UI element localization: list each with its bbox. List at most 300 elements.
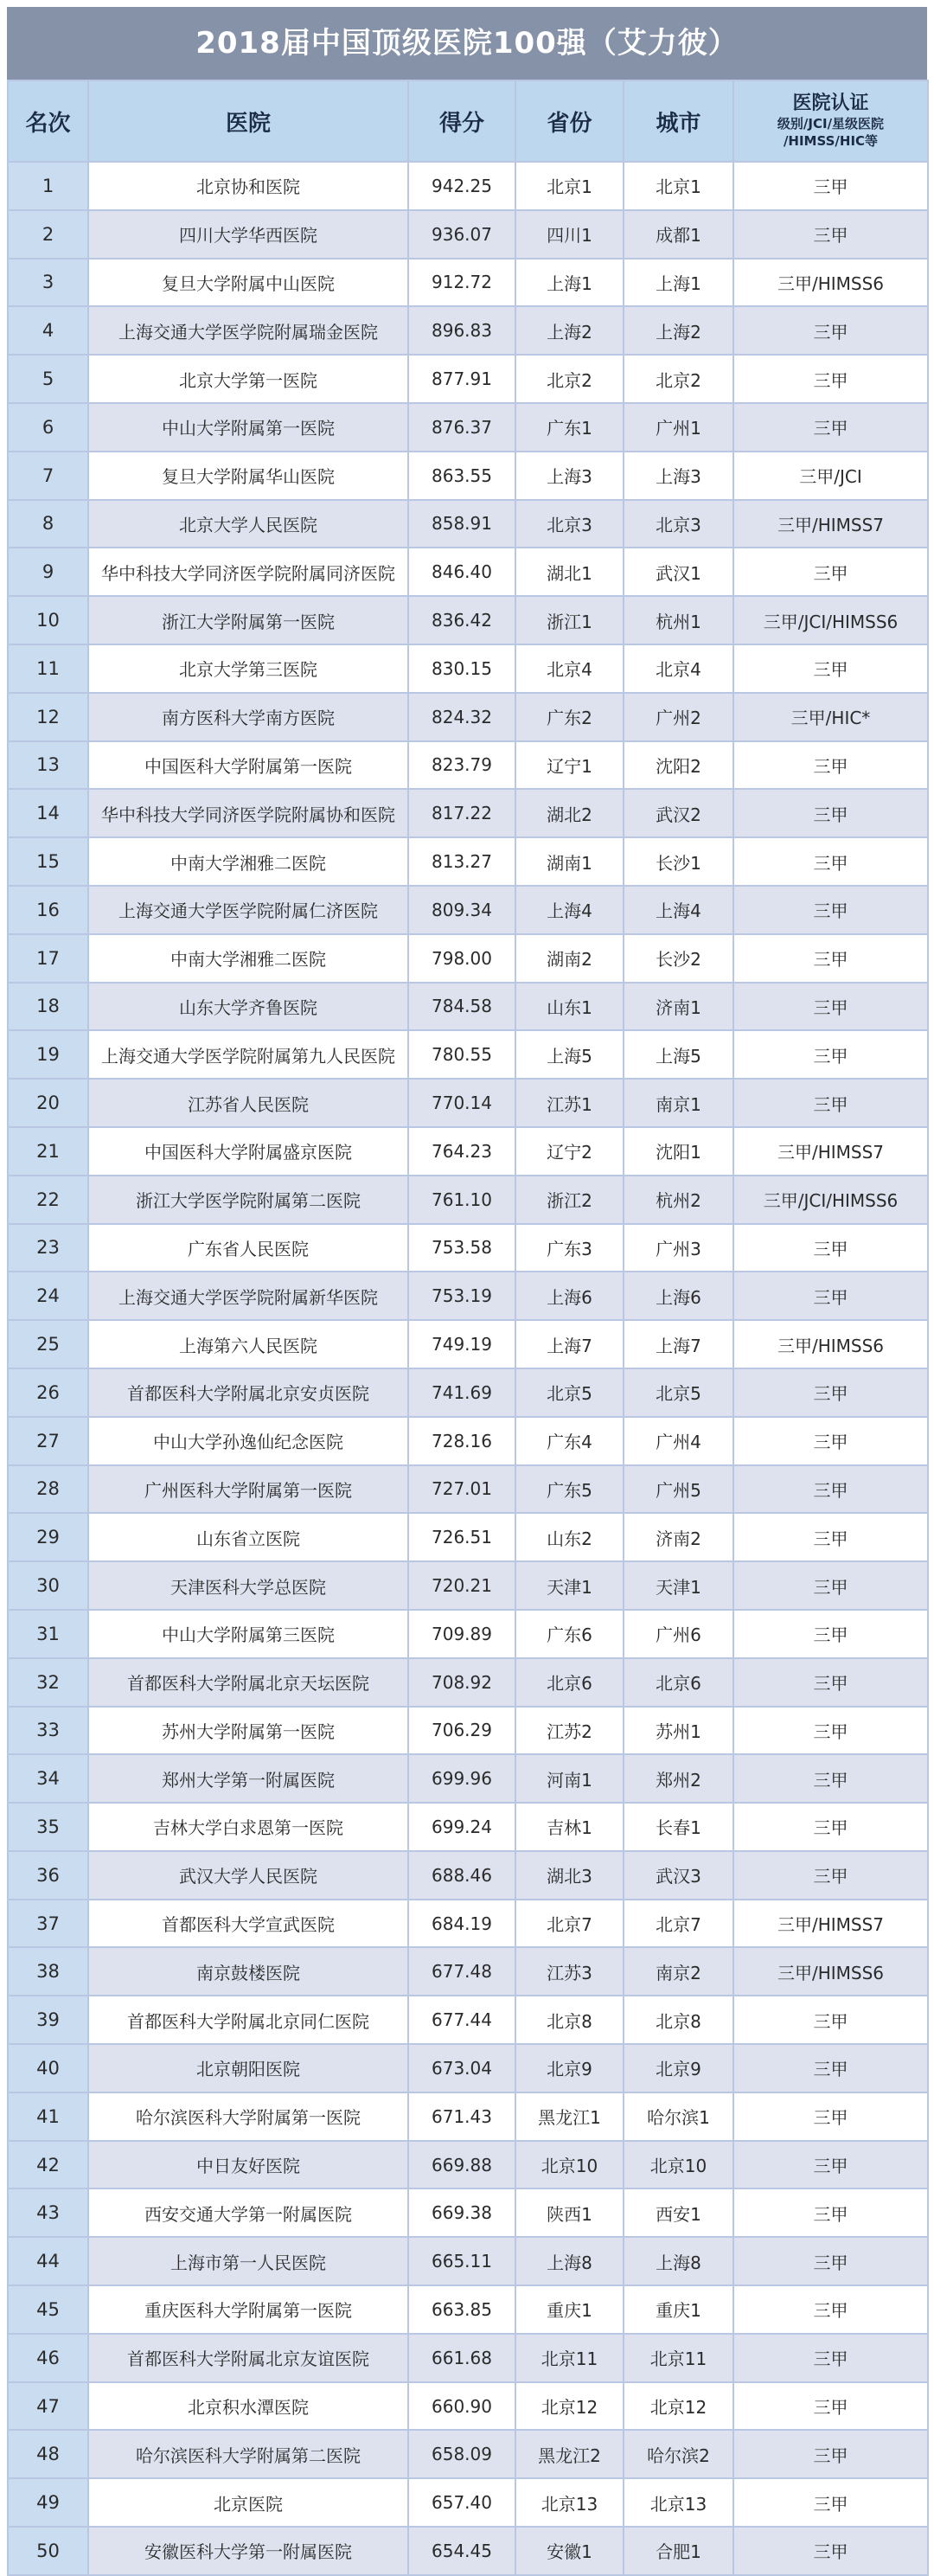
cell-score: 780.55 xyxy=(408,1030,515,1079)
cell-rank: 22 xyxy=(8,1176,88,1224)
cell-certification: 三甲 xyxy=(733,2382,928,2431)
cell-hospital: 首都医科大学宣武医院 xyxy=(88,1900,408,1948)
cell-rank: 19 xyxy=(8,1030,88,1079)
cell-city: 苏州1 xyxy=(624,1707,733,1755)
cell-rank: 31 xyxy=(8,1610,88,1658)
cell-city: 上海6 xyxy=(624,1272,733,1320)
header-city: 城市 xyxy=(624,80,733,162)
cell-rank: 16 xyxy=(8,886,88,934)
cell-hospital: 北京大学第三医院 xyxy=(88,644,408,693)
table-row xyxy=(8,1900,928,1948)
cell-province: 北京11 xyxy=(515,2334,624,2382)
cell-score: 669.88 xyxy=(408,2141,515,2189)
cell-hospital: 北京大学人民医院 xyxy=(88,500,408,548)
cell-certification: 三甲 xyxy=(733,1803,928,1851)
cell-score: 663.85 xyxy=(408,2285,515,2334)
cell-city: 济南2 xyxy=(624,1513,733,1561)
cell-rank: 47 xyxy=(8,2382,88,2431)
cell-certification: 三甲 xyxy=(733,1079,928,1127)
cell-rank: 13 xyxy=(8,741,88,790)
cell-certification: 三甲/HIMSS7 xyxy=(733,1127,928,1176)
cell-rank: 43 xyxy=(8,2188,88,2237)
cell-province: 北京9 xyxy=(515,2044,624,2092)
cell-score: 764.23 xyxy=(408,1127,515,1176)
cell-certification: 三甲 xyxy=(733,741,928,790)
cell-city: 北京6 xyxy=(624,1658,733,1707)
cell-rank: 25 xyxy=(8,1320,88,1368)
table-row xyxy=(8,1947,928,1996)
cell-city: 郑州2 xyxy=(624,1754,733,1803)
cell-rank: 8 xyxy=(8,500,88,548)
cell-score: 846.40 xyxy=(408,548,515,596)
cell-province: 湖南1 xyxy=(515,837,624,886)
cell-province: 上海2 xyxy=(515,306,624,355)
cell-hospital: 上海交通大学医学院附属第九人民医院 xyxy=(88,1030,408,1079)
cell-certification: 三甲 xyxy=(733,2478,928,2527)
cell-certification: 三甲 xyxy=(733,1561,928,1610)
cell-score: 661.68 xyxy=(408,2334,515,2382)
cell-certification: 三甲 xyxy=(733,644,928,693)
cell-score: 677.44 xyxy=(408,1996,515,2044)
cell-hospital: 上海交通大学医学院附属仁济医院 xyxy=(88,886,408,934)
cell-rank: 12 xyxy=(8,693,88,741)
cell-rank: 29 xyxy=(8,1513,88,1561)
cell-score: 654.45 xyxy=(408,2527,515,2575)
cell-certification: 三甲 xyxy=(733,403,928,452)
cell-certification: 三甲 xyxy=(733,1272,928,1320)
cell-hospital: 中国医科大学附属盛京医院 xyxy=(88,1127,408,1176)
table-row xyxy=(8,548,928,596)
cell-certification: 三甲 xyxy=(733,789,928,837)
table-row xyxy=(8,886,928,934)
cell-rank: 35 xyxy=(8,1803,88,1851)
cell-city: 武汉1 xyxy=(624,548,733,596)
table-row xyxy=(8,452,928,500)
cell-certification: 三甲 xyxy=(733,983,928,1031)
cell-score: 727.01 xyxy=(408,1465,515,1514)
table-row xyxy=(8,2382,928,2431)
cell-province: 北京13 xyxy=(515,2478,624,2527)
cell-province: 北京7 xyxy=(515,1900,624,1948)
cell-score: 761.10 xyxy=(408,1176,515,1224)
cell-city: 北京11 xyxy=(624,2334,733,2382)
header-hospital: 医院 xyxy=(88,80,408,162)
cell-city: 杭州2 xyxy=(624,1176,733,1224)
cell-hospital: 江苏省人民医院 xyxy=(88,1079,408,1127)
cell-certification: 三甲 xyxy=(733,1224,928,1272)
cell-hospital: 华中科技大学同济医学院附属协和医院 xyxy=(88,789,408,837)
cell-score: 876.37 xyxy=(408,403,515,452)
table-row xyxy=(8,1079,928,1127)
cell-province: 北京8 xyxy=(515,1996,624,2044)
table-row xyxy=(8,644,928,693)
cell-score: 708.92 xyxy=(408,1658,515,1707)
cell-city: 南京2 xyxy=(624,1947,733,1996)
cell-rank: 40 xyxy=(8,2044,88,2092)
cell-province: 辽宁2 xyxy=(515,1127,624,1176)
cell-province: 广东5 xyxy=(515,1465,624,1514)
cell-hospital: 浙江大学医学院附属第二医院 xyxy=(88,1176,408,1224)
cell-certification: 三甲 xyxy=(733,1513,928,1561)
cell-province: 广东6 xyxy=(515,1610,624,1658)
cell-hospital: 上海交通大学医学院附属瑞金医院 xyxy=(88,306,408,355)
cell-province: 浙江2 xyxy=(515,1176,624,1224)
cell-hospital: 天津医科大学总医院 xyxy=(88,1561,408,1610)
cell-certification: 三甲 xyxy=(733,2188,928,2237)
cell-city: 济南1 xyxy=(624,983,733,1031)
cell-city: 重庆1 xyxy=(624,2285,733,2334)
cell-hospital: 广州医科大学附属第一医院 xyxy=(88,1465,408,1514)
cell-province: 广东2 xyxy=(515,693,624,741)
cell-city: 广州3 xyxy=(624,1224,733,1272)
cell-province: 浙江1 xyxy=(515,596,624,644)
cell-rank: 32 xyxy=(8,1658,88,1707)
cell-score: 720.21 xyxy=(408,1561,515,1610)
cell-score: 753.19 xyxy=(408,1272,515,1320)
table-row xyxy=(8,210,928,259)
cell-certification: 三甲/HIMSS6 xyxy=(733,259,928,307)
cell-certification: 三甲 xyxy=(733,2044,928,2092)
cell-city: 哈尔滨1 xyxy=(624,2092,733,2141)
table-row xyxy=(8,2285,928,2334)
cell-score: 912.72 xyxy=(408,259,515,307)
header-province: 省份 xyxy=(515,80,624,162)
cell-province: 北京10 xyxy=(515,2141,624,2189)
cell-province: 重庆1 xyxy=(515,2285,624,2334)
cell-hospital: 中山大学附属第三医院 xyxy=(88,1610,408,1658)
cell-certification: 三甲/HIMSS6 xyxy=(733,1947,928,1996)
cell-certification: 三甲 xyxy=(733,1754,928,1803)
cell-city: 广州5 xyxy=(624,1465,733,1514)
cell-certification: 三甲 xyxy=(733,1658,928,1707)
cell-rank: 1 xyxy=(8,162,88,210)
cell-province: 北京3 xyxy=(515,500,624,548)
cell-hospital: 北京协和医院 xyxy=(88,162,408,210)
cell-hospital: 山东省立医院 xyxy=(88,1513,408,1561)
cell-hospital: 北京大学第一医院 xyxy=(88,355,408,403)
cell-hospital: 北京积水潭医院 xyxy=(88,2382,408,2431)
cell-score: 877.91 xyxy=(408,355,515,403)
cell-province: 辽宁1 xyxy=(515,741,624,790)
cell-certification: 三甲/JCI/HIMSS6 xyxy=(733,1176,928,1224)
table-row xyxy=(8,1368,928,1417)
cell-hospital: 首都医科大学附属北京同仁医院 xyxy=(88,1996,408,2044)
cell-city: 长沙2 xyxy=(624,934,733,983)
cell-score: 741.69 xyxy=(408,1368,515,1417)
cell-province: 上海1 xyxy=(515,259,624,307)
cell-city: 广州4 xyxy=(624,1417,733,1465)
cell-rank: 28 xyxy=(8,1465,88,1514)
cell-hospital: 南京鼓楼医院 xyxy=(88,1947,408,1996)
header-cert-subtitle-2: /HIMSS/HIC等 xyxy=(783,133,879,149)
cell-certification: 三甲/JCI xyxy=(733,452,928,500)
cell-hospital: 广东省人民医院 xyxy=(88,1224,408,1272)
cell-hospital: 中山大学孙逸仙纪念医院 xyxy=(88,1417,408,1465)
cell-province: 上海4 xyxy=(515,886,624,934)
header-certification xyxy=(733,80,928,162)
cell-score: 688.46 xyxy=(408,1851,515,1900)
cell-score: 942.25 xyxy=(408,162,515,210)
header-row xyxy=(8,80,928,162)
cell-score: 809.34 xyxy=(408,886,515,934)
cell-rank: 23 xyxy=(8,1224,88,1272)
cell-score: 677.48 xyxy=(408,1947,515,1996)
cell-province: 江苏2 xyxy=(515,1707,624,1755)
cell-hospital: 北京朝阳医院 xyxy=(88,2044,408,2092)
table-header xyxy=(8,80,928,162)
header-cert-title: 医院认证 xyxy=(792,93,869,114)
ranking-table xyxy=(7,80,929,2576)
cell-city: 上海4 xyxy=(624,886,733,934)
cell-city: 上海7 xyxy=(624,1320,733,1368)
cell-score: 673.04 xyxy=(408,2044,515,2092)
cell-certification: 三甲/HIMSS6 xyxy=(733,1320,928,1368)
cell-hospital: 四川大学华西医院 xyxy=(88,210,408,259)
cell-rank: 21 xyxy=(8,1127,88,1176)
cell-city: 北京12 xyxy=(624,2382,733,2431)
cell-score: 665.11 xyxy=(408,2237,515,2285)
table-row xyxy=(8,2237,928,2285)
cell-certification: 三甲/HIC* xyxy=(733,693,928,741)
cell-city: 南京1 xyxy=(624,1079,733,1127)
cell-hospital: 吉林大学白求恩第一医院 xyxy=(88,1803,408,1851)
cell-rank: 49 xyxy=(8,2478,88,2527)
cell-certification: 三甲 xyxy=(733,2285,928,2334)
table-row xyxy=(8,983,928,1031)
table-row xyxy=(8,1610,928,1658)
cell-rank: 36 xyxy=(8,1851,88,1900)
cell-score: 699.24 xyxy=(408,1803,515,1851)
cell-certification: 三甲/HIMSS7 xyxy=(733,500,928,548)
cell-hospital: 复旦大学附属华山医院 xyxy=(88,452,408,500)
cell-score: 896.83 xyxy=(408,306,515,355)
cell-score: 798.00 xyxy=(408,934,515,983)
cell-rank: 11 xyxy=(8,644,88,693)
cell-hospital: 首都医科大学附属北京天坛医院 xyxy=(88,1658,408,1707)
cell-certification: 三甲 xyxy=(733,1030,928,1079)
cell-province: 上海6 xyxy=(515,1272,624,1320)
cell-rank: 30 xyxy=(8,1561,88,1610)
cell-rank: 3 xyxy=(8,259,88,307)
cell-score: 728.16 xyxy=(408,1417,515,1465)
table-row xyxy=(8,1707,928,1755)
cell-rank: 10 xyxy=(8,596,88,644)
cell-score: 770.14 xyxy=(408,1079,515,1127)
cell-score: 658.09 xyxy=(408,2430,515,2478)
cell-province: 北京5 xyxy=(515,1368,624,1417)
cell-province: 北京2 xyxy=(515,355,624,403)
cell-rank: 45 xyxy=(8,2285,88,2334)
table-row xyxy=(8,2141,928,2189)
cell-city: 上海8 xyxy=(624,2237,733,2285)
cell-hospital: 西安交通大学第一附属医院 xyxy=(88,2188,408,2237)
cell-province: 广东3 xyxy=(515,1224,624,1272)
cell-province: 湖北3 xyxy=(515,1851,624,1900)
cell-city: 成都1 xyxy=(624,210,733,259)
cell-province: 北京12 xyxy=(515,2382,624,2431)
cell-city: 西安1 xyxy=(624,2188,733,2237)
table-row xyxy=(8,403,928,452)
cell-city: 广州2 xyxy=(624,693,733,741)
cell-hospital: 浙江大学附属第一医院 xyxy=(88,596,408,644)
cell-score: 824.32 xyxy=(408,693,515,741)
cell-certification: 三甲 xyxy=(733,2334,928,2382)
cell-hospital: 山东大学齐鲁医院 xyxy=(88,983,408,1031)
header-score: 得分 xyxy=(408,80,515,162)
cell-certification: 三甲 xyxy=(733,1996,928,2044)
cell-score: 817.22 xyxy=(408,789,515,837)
cell-score: 660.90 xyxy=(408,2382,515,2431)
cell-city: 长春1 xyxy=(624,1803,733,1851)
cell-hospital: 哈尔滨医科大学附属第二医院 xyxy=(88,2430,408,2478)
table-row xyxy=(8,2188,928,2237)
cell-province: 湖南2 xyxy=(515,934,624,983)
cell-city: 北京8 xyxy=(624,1996,733,2044)
cell-score: 784.58 xyxy=(408,983,515,1031)
cell-score: 709.89 xyxy=(408,1610,515,1658)
cell-rank: 33 xyxy=(8,1707,88,1755)
cell-province: 天津1 xyxy=(515,1561,624,1610)
cell-score: 684.19 xyxy=(408,1900,515,1948)
cell-score: 699.96 xyxy=(408,1754,515,1803)
cell-score: 863.55 xyxy=(408,452,515,500)
cell-hospital: 复旦大学附属中山医院 xyxy=(88,259,408,307)
cell-rank: 34 xyxy=(8,1754,88,1803)
header-rank: 名次 xyxy=(8,80,88,162)
cell-province: 江苏3 xyxy=(515,1947,624,1996)
cell-rank: 44 xyxy=(8,2237,88,2285)
table-row xyxy=(8,789,928,837)
table-row xyxy=(8,500,928,548)
cell-certification: 三甲/HIMSS7 xyxy=(733,1900,928,1948)
table-row xyxy=(8,355,928,403)
cell-city: 北京5 xyxy=(624,1368,733,1417)
table-row xyxy=(8,1465,928,1514)
cell-score: 671.43 xyxy=(408,2092,515,2141)
cell-province: 湖北1 xyxy=(515,548,624,596)
cell-rank: 37 xyxy=(8,1900,88,1948)
cell-score: 830.15 xyxy=(408,644,515,693)
cell-province: 黑龙江1 xyxy=(515,2092,624,2141)
cell-province: 上海3 xyxy=(515,452,624,500)
cell-province: 安徽1 xyxy=(515,2527,624,2575)
cell-certification: 三甲 xyxy=(733,934,928,983)
cell-hospital: 中国医科大学附属第一医院 xyxy=(88,741,408,790)
table-row xyxy=(8,1754,928,1803)
cell-hospital: 武汉大学人民医院 xyxy=(88,1851,408,1900)
table-row xyxy=(8,2430,928,2478)
cell-hospital: 苏州大学附属第一医院 xyxy=(88,1707,408,1755)
table-row xyxy=(8,1320,928,1368)
cell-province: 北京1 xyxy=(515,162,624,210)
cell-certification: 三甲 xyxy=(733,2092,928,2141)
cell-score: 823.79 xyxy=(408,741,515,790)
cell-score: 669.38 xyxy=(408,2188,515,2237)
table-row xyxy=(8,596,928,644)
cell-certification: 三甲 xyxy=(733,1851,928,1900)
table-row xyxy=(8,2527,928,2575)
cell-certification: 三甲 xyxy=(733,548,928,596)
cell-city: 北京1 xyxy=(624,162,733,210)
cell-score: 726.51 xyxy=(408,1513,515,1561)
cell-rank: 15 xyxy=(8,837,88,886)
cell-certification: 三甲 xyxy=(733,1707,928,1755)
cell-city: 天津1 xyxy=(624,1561,733,1610)
table-row xyxy=(8,1561,928,1610)
cell-city: 广州6 xyxy=(624,1610,733,1658)
cell-city: 长沙1 xyxy=(624,837,733,886)
cell-rank: 42 xyxy=(8,2141,88,2189)
cell-hospital: 上海第六人民医院 xyxy=(88,1320,408,1368)
cell-province: 四川1 xyxy=(515,210,624,259)
cell-rank: 14 xyxy=(8,789,88,837)
cell-rank: 17 xyxy=(8,934,88,983)
cell-hospital: 上海交通大学医学院附属新华医院 xyxy=(88,1272,408,1320)
cell-city: 合肥1 xyxy=(624,2527,733,2575)
cell-city: 北京2 xyxy=(624,355,733,403)
cell-hospital: 安徽医科大学第一附属医院 xyxy=(88,2527,408,2575)
cell-city: 武汉3 xyxy=(624,1851,733,1900)
cell-rank: 38 xyxy=(8,1947,88,1996)
cell-rank: 48 xyxy=(8,2430,88,2478)
cell-rank: 5 xyxy=(8,355,88,403)
cell-score: 753.58 xyxy=(408,1224,515,1272)
cell-certification: 三甲 xyxy=(733,2430,928,2478)
cell-score: 936.07 xyxy=(408,210,515,259)
table-row xyxy=(8,2478,928,2527)
cell-city: 广州1 xyxy=(624,403,733,452)
cell-city: 北京3 xyxy=(624,500,733,548)
cell-province: 吉林1 xyxy=(515,1803,624,1851)
table-row xyxy=(8,259,928,307)
table-row xyxy=(8,1851,928,1900)
cell-rank: 18 xyxy=(8,983,88,1031)
cell-hospital: 上海市第一人民医院 xyxy=(88,2237,408,2285)
cell-city: 上海1 xyxy=(624,259,733,307)
cell-rank: 4 xyxy=(8,306,88,355)
cell-hospital: 北京医院 xyxy=(88,2478,408,2527)
cell-certification: 三甲 xyxy=(733,162,928,210)
table-row xyxy=(8,934,928,983)
cell-rank: 24 xyxy=(8,1272,88,1320)
cell-hospital: 华中科技大学同济医学院附属同济医院 xyxy=(88,548,408,596)
table-row xyxy=(8,1030,928,1079)
cell-rank: 20 xyxy=(8,1079,88,1127)
cell-certification: 三甲 xyxy=(733,210,928,259)
cell-hospital: 郑州大学第一附属医院 xyxy=(88,1754,408,1803)
cell-score: 706.29 xyxy=(408,1707,515,1755)
cell-rank: 26 xyxy=(8,1368,88,1417)
cell-certification: 三甲 xyxy=(733,1465,928,1514)
cell-rank: 7 xyxy=(8,452,88,500)
cell-hospital: 首都医科大学附属北京安贞医院 xyxy=(88,1368,408,1417)
cell-province: 山东1 xyxy=(515,983,624,1031)
page-title: 2018届中国顶级医院100强（艾力彼） xyxy=(7,7,927,80)
cell-rank: 46 xyxy=(8,2334,88,2382)
cell-certification: 三甲/JCI/HIMSS6 xyxy=(733,596,928,644)
cell-score: 858.91 xyxy=(408,500,515,548)
cell-province: 江苏1 xyxy=(515,1079,624,1127)
cell-province: 河南1 xyxy=(515,1754,624,1803)
cell-hospital: 中南大学湘雅二医院 xyxy=(88,837,408,886)
cell-rank: 50 xyxy=(8,2527,88,2575)
cell-city: 北京9 xyxy=(624,2044,733,2092)
cell-province: 陕西1 xyxy=(515,2188,624,2237)
cell-score: 836.42 xyxy=(408,596,515,644)
cell-province: 湖北2 xyxy=(515,789,624,837)
cell-hospital: 首都医科大学附属北京友谊医院 xyxy=(88,2334,408,2382)
cell-certification: 三甲 xyxy=(733,355,928,403)
